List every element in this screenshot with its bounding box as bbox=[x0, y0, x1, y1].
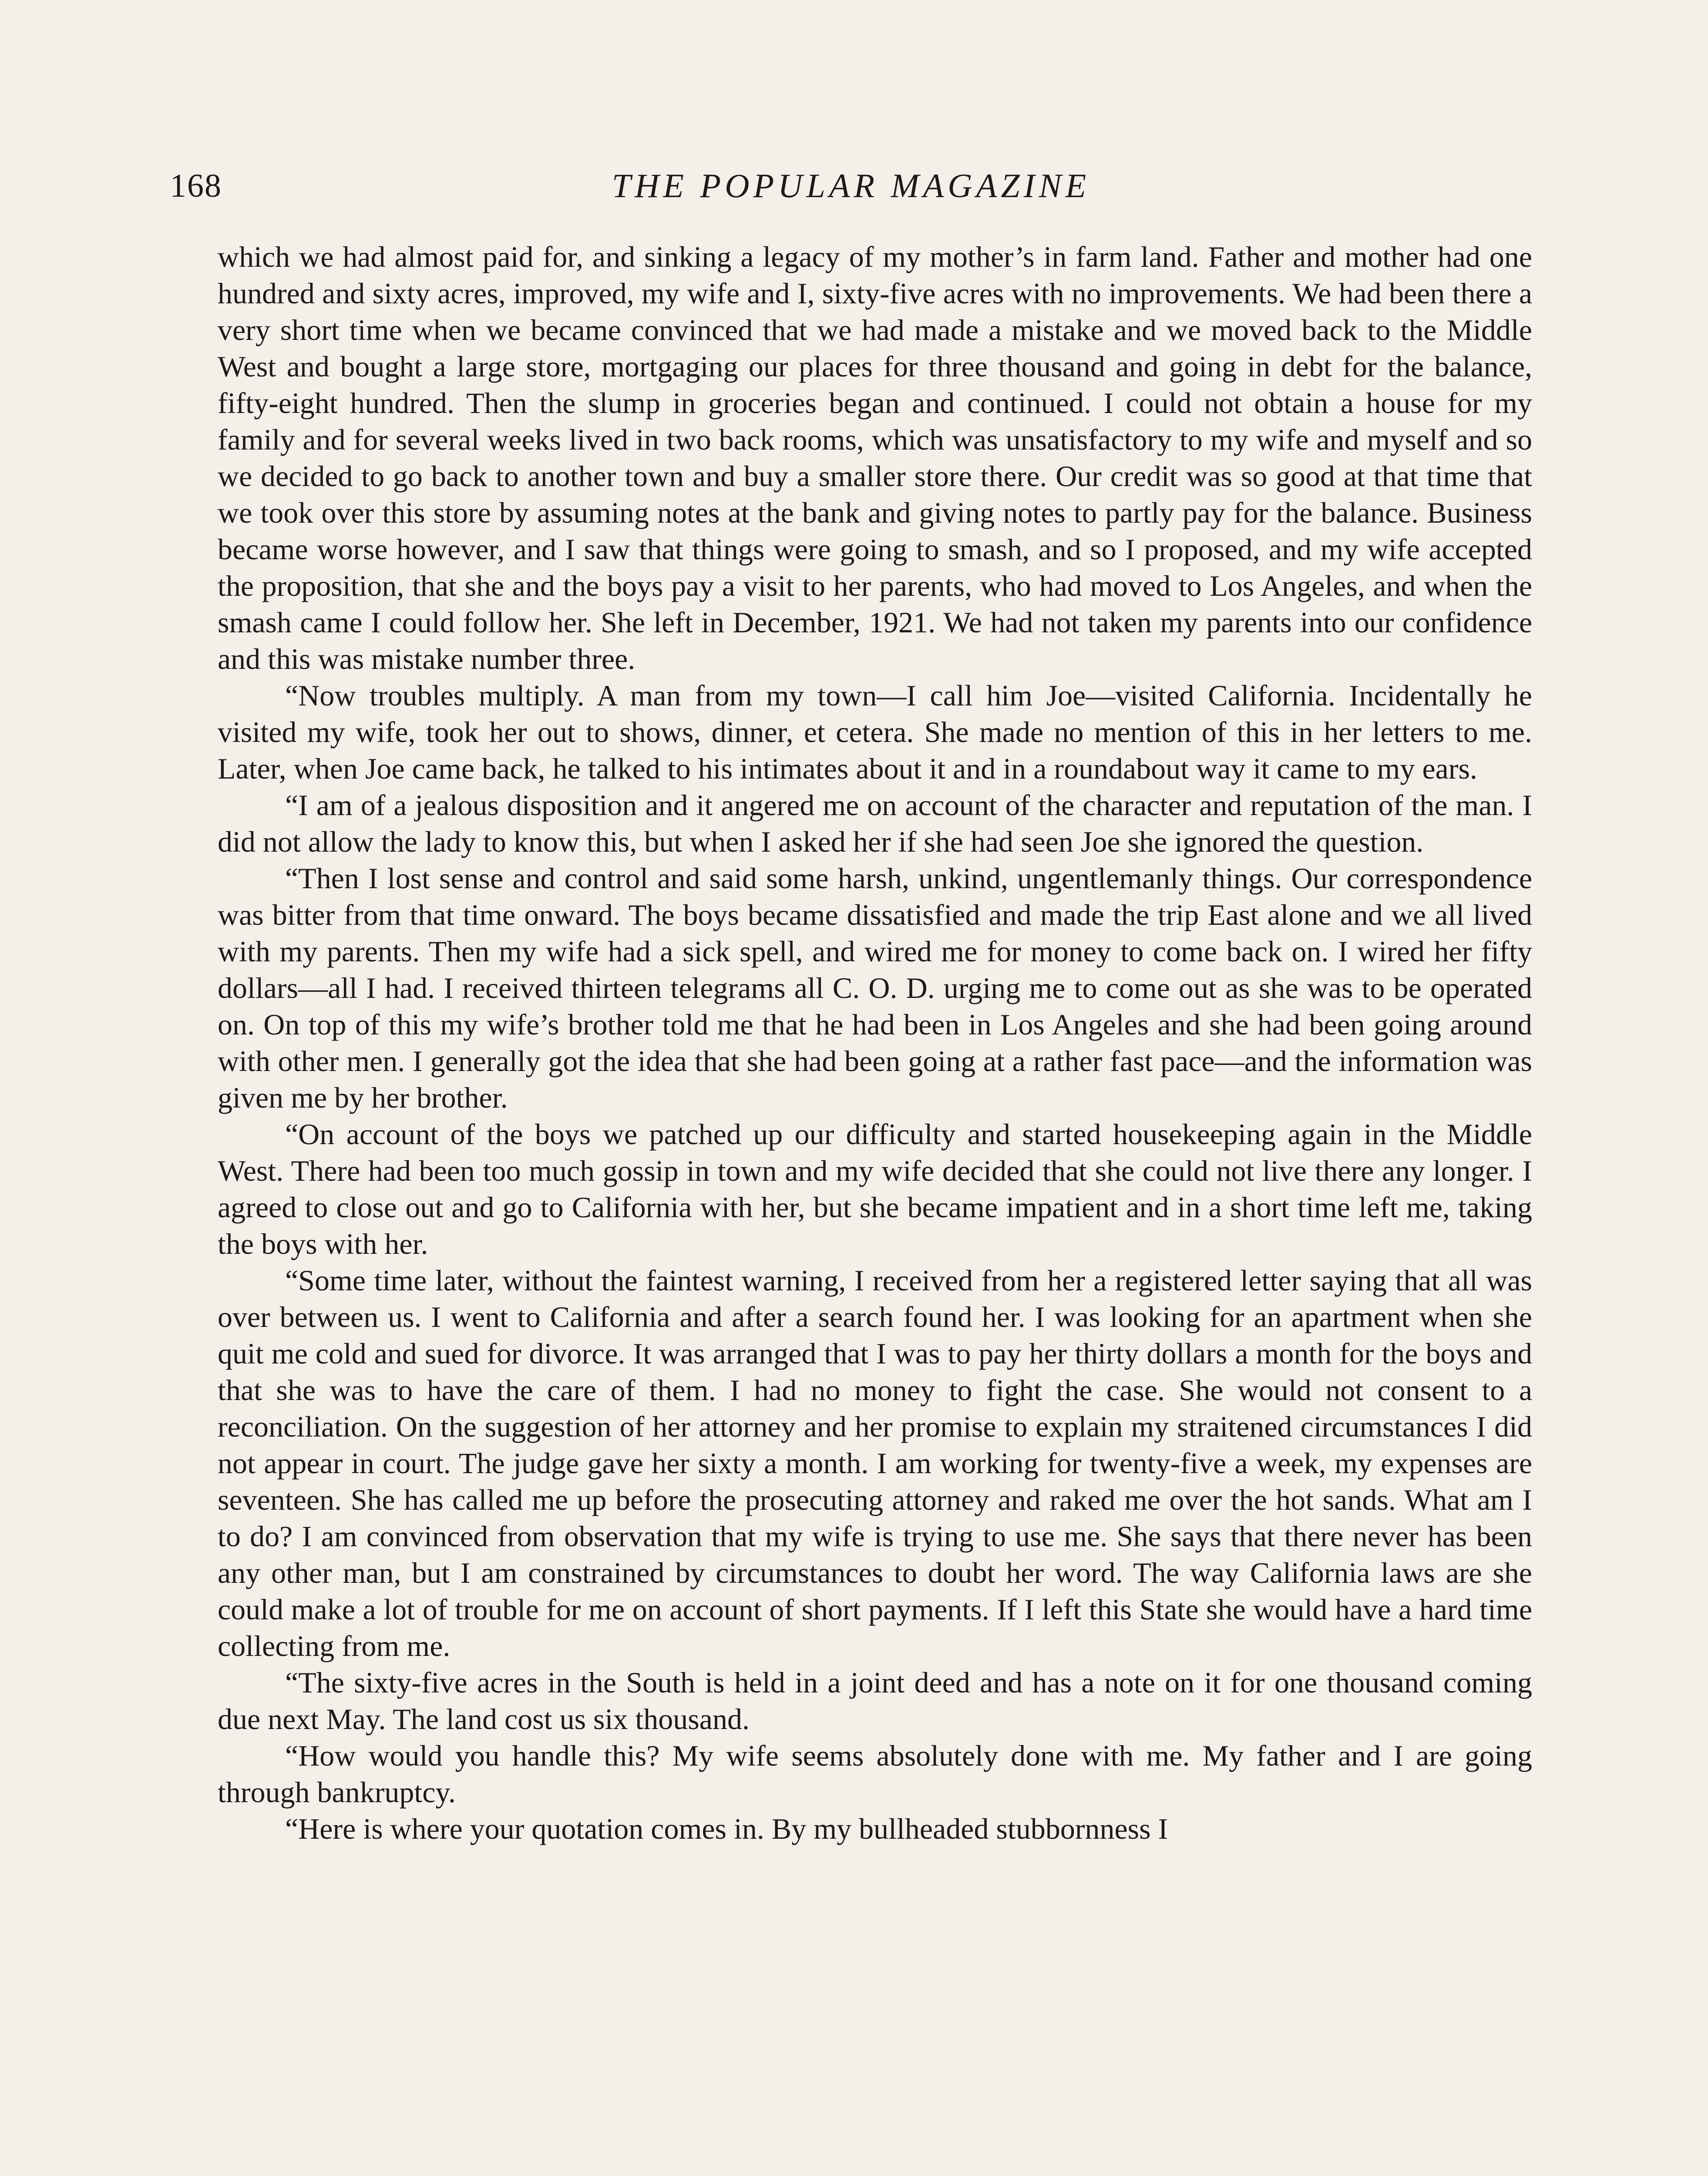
paragraph: “How would you handle this? My wife seems absolutely done with me. My father and I are going through bankruptcy. bbox=[218, 1739, 1532, 1809]
article-body bbox=[218, 238, 1532, 1847]
paragraph: which we had almost paid for, and sinking a legacy of my mother’s in farm land. Father and mother had one hundred and sixty acres, improved, my wife and I, sixty-five acres with no improvements. We had been there a very short time when we became convinced that we had made a mistake and we moved back to the Middle West and bought a large store, mortgaging our places for three thousand and going in debt for the balance, fifty-eight hundred. Then the slump in groceries began and continued. I could not obtain a house for my family and for several weeks lived in two back rooms, which was unsatisfactory to my wife and myself and so we decided to go back to another town and buy a smaller store there. Our credit was so good at that time that we took over this store by assuming notes at the bank and giving notes to partly pay for the balance. Business became worse however, and I saw that things were going to smash, and so I proposed, and my wife accepted the proposition, that she and the boys pay a visit to her parents, who had moved to Los Angeles, and when the smash came I could follow her. She left in December, 1921. We had not taken my parents into our confidence and this was mistake number three. bbox=[218, 240, 1532, 675]
page-header bbox=[170, 162, 1532, 210]
paragraph: “I am of a jealous disposition and it angered me on account of the character and reputation of the man. I did not allow the lady to know this, but when I asked her if she had seen Joe she ignored the question. bbox=[218, 789, 1532, 858]
paragraph: “Some time later, without the faintest warning, I received from her a registered letter saying that all was over between us. I went to California and after a search found her. I was looking for an apartment when she quit me cold and sued for divorce. It was arranged that I was to pay her thirty dollars a month for the boys and that she was to have the care of them. I had no money to fight the case. She would not consent to a reconciliation. On the suggestion of her attorney and her promise to explain my straitened circumstances I did not appear in court. The judge gave her sixty a month. I am working for twenty-five a week, my expenses are seventeen. She has called me up before the prosecuting attorney and raked me over the hot sands. What am I to do? I am convinced from observation that my wife is trying to use me. She says that there never has been any other man, but I am constrained by circumstances to doubt her word. The way California laws are she could make a lot of trouble for me on account of short payments. If I left this State she would have a hard time collecting from me. bbox=[218, 1264, 1532, 1662]
paragraph: “The sixty-five acres in the South is held in a joint deed and has a note on it for one thousand coming due next May. The land cost us six thousand. bbox=[218, 1666, 1532, 1736]
paragraph: “Here is where your quotation comes in. By my bullheaded stubbornness I bbox=[285, 1812, 1168, 1845]
running-title: THE POPULAR MAGAZINE bbox=[612, 167, 1090, 205]
paragraph: “On account of the boys we patched up our difficulty and started housekeeping again in the Middle West. There had been too much gossip in town and my wife decided that she could not live there any longer. I agreed to close out and go to California with her, but she became impatient and in a short time left me, taking the boys with her. bbox=[218, 1118, 1532, 1260]
page-number: 168 bbox=[170, 168, 222, 204]
paragraph: “Now troubles multiply. A man from my town—I call him Joe—visited California. Incidentally he visited my wife, took her out to shows, dinner, et cetera. She made no mention of this in her letters to me. Later, when Joe came back, he talked to his intimates about it and in a roundabout way it came to my ears. bbox=[218, 679, 1532, 785]
paragraph: “Then I lost sense and control and said some harsh, unkind, ungentlemanly things. Our correspondence was bitter from that time onward. The boys became dissatisfied and made the trip East alone and we all lived with my parents. Then my wife had a sick spell, and wired me for money to come back on. I wired her fifty dollars—all I had. I received thirteen telegrams all C. O. D. urging me to come out as she was to be operated on. On top of this my wife’s brother told me that he had been in Los Angeles and she had been going around with other men. I generally got the idea that she had been going at a rather fast pace—and the information was given me by her brother. bbox=[218, 862, 1532, 1114]
